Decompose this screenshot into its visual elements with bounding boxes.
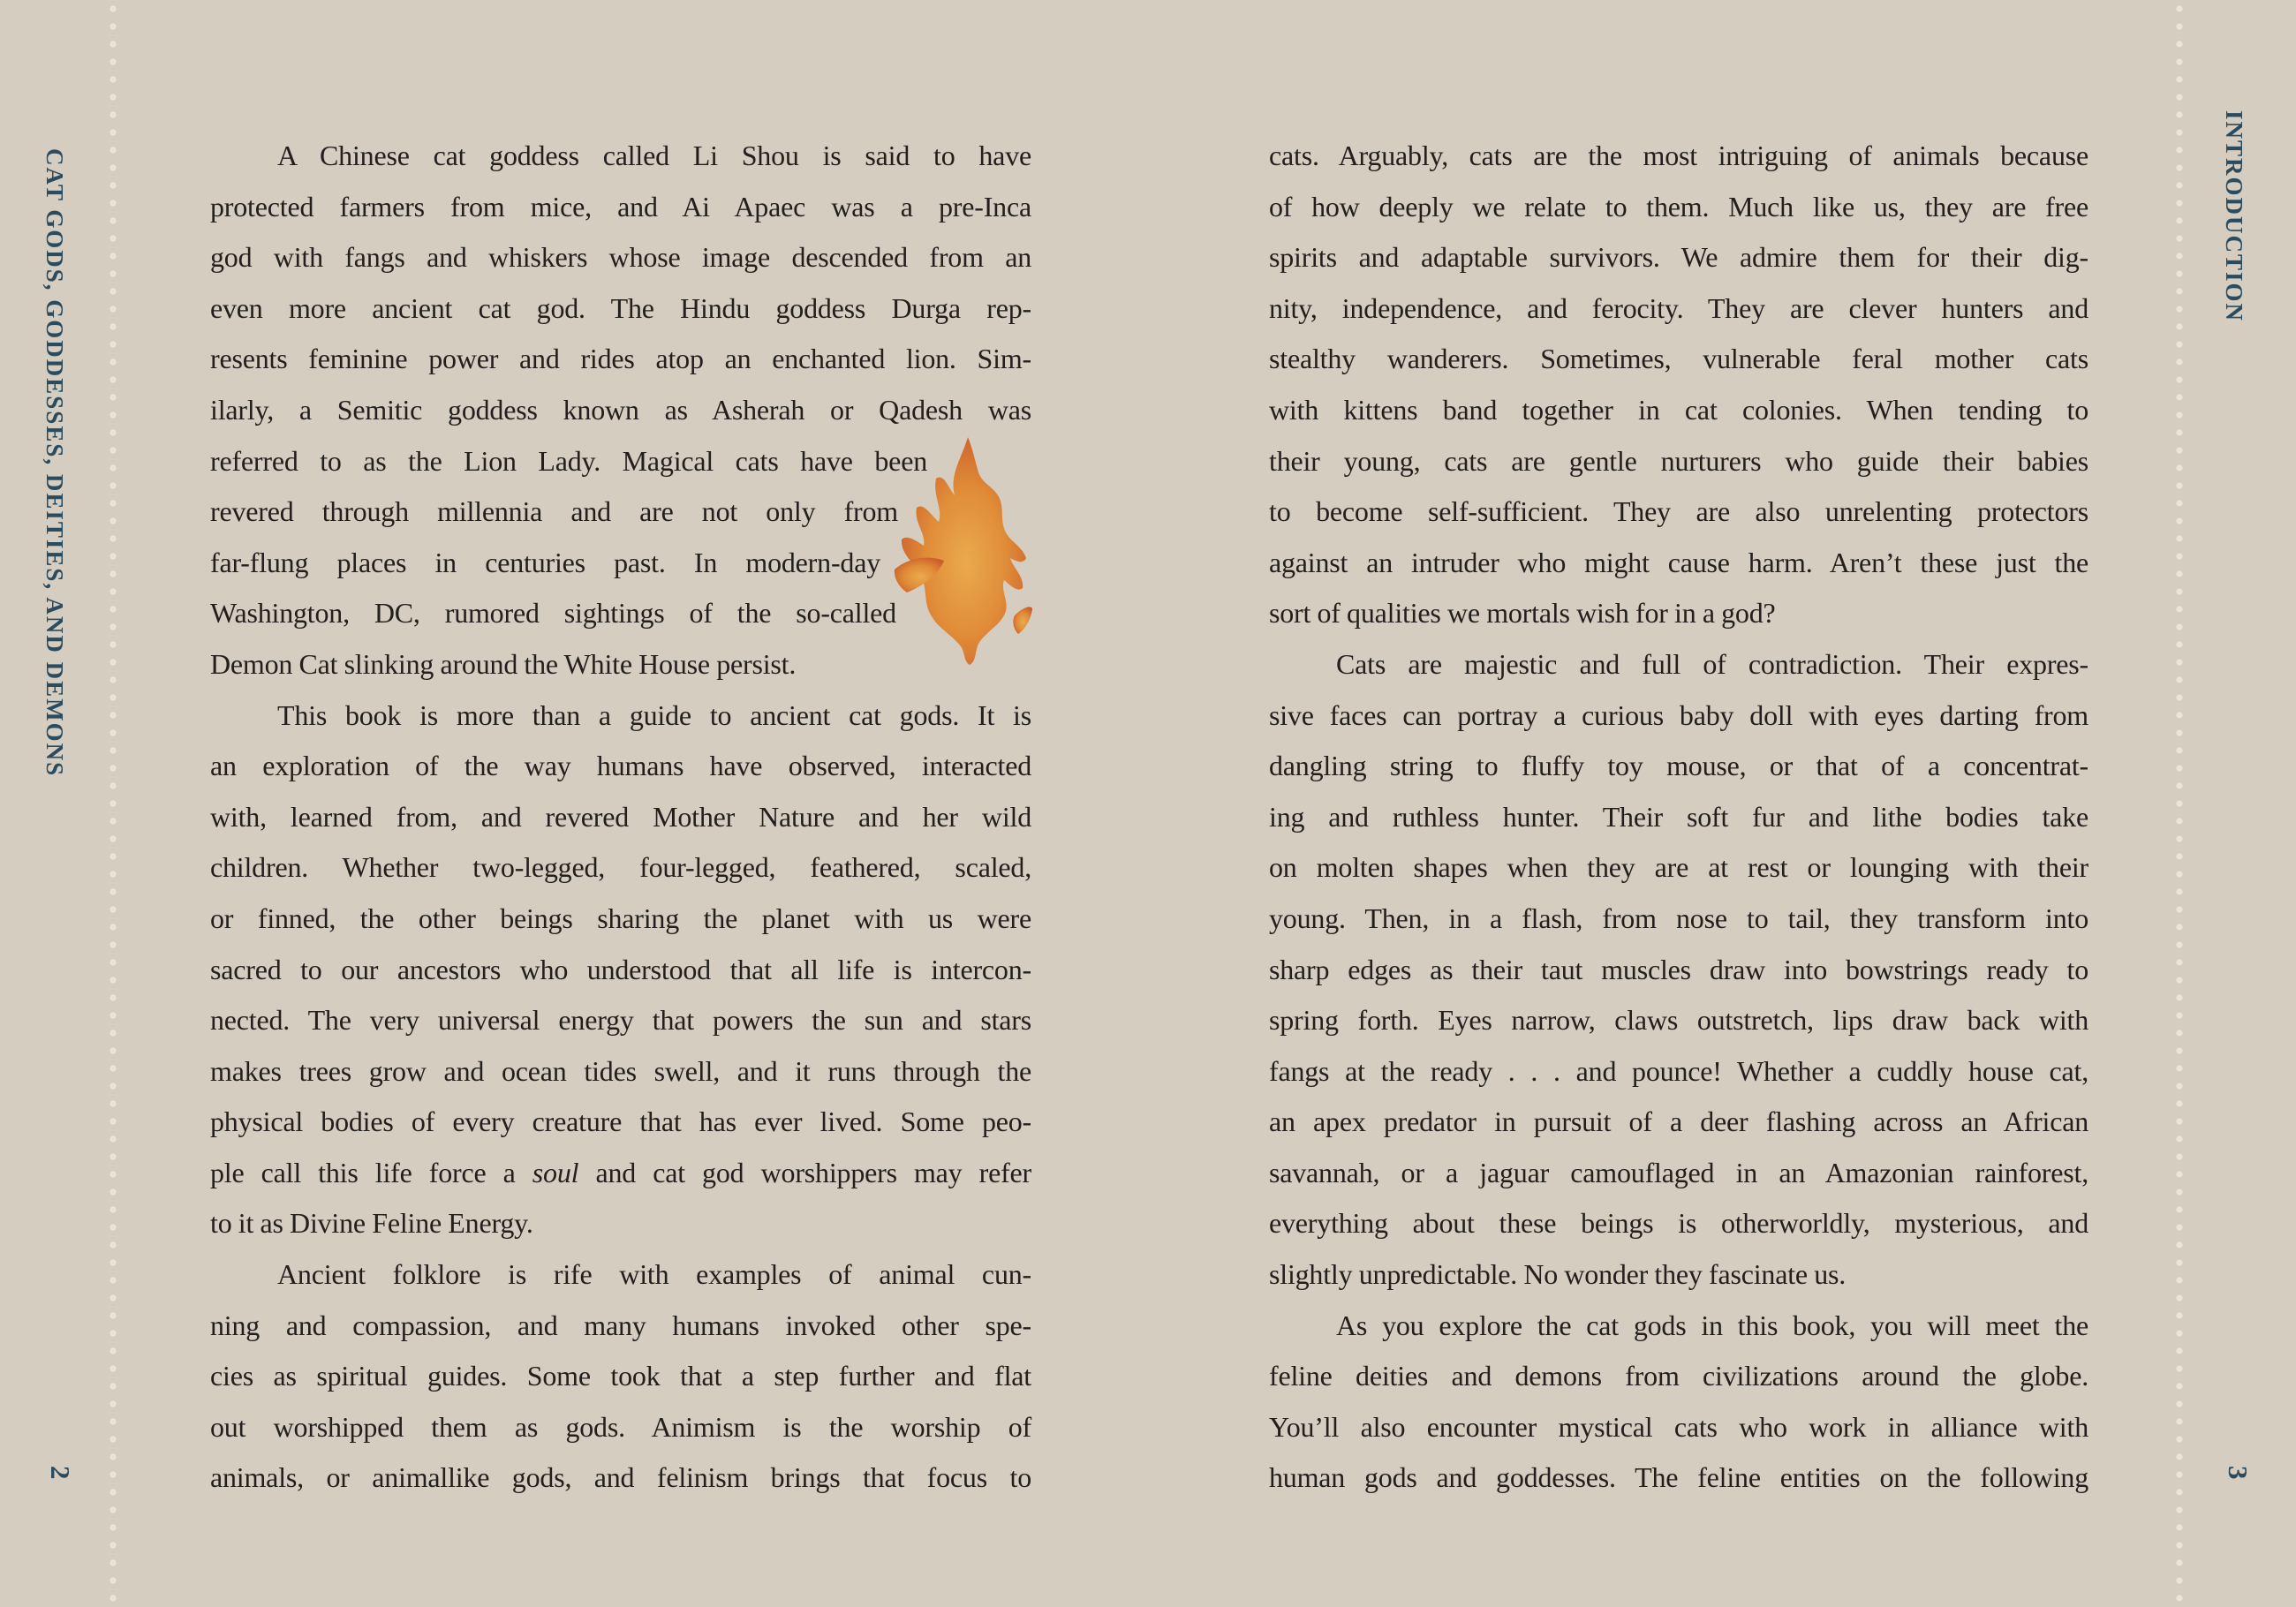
text-line: an exploration of the way humans have observed, interacted — [210, 750, 1031, 782]
text-line: sharp edges as their taut muscles draw into bowstrings ready to — [1269, 953, 2088, 985]
text-line: cies as spiritual guides. Some took that a step further and flat — [210, 1360, 1031, 1392]
text-line: sive faces can portray a curious baby doll with eyes darting from — [1269, 698, 2088, 731]
text-line: human gods and goddesses. The feline entities on the following — [1269, 1461, 2088, 1494]
left-dotted-divider — [110, 0, 117, 1607]
text-line: spring forth. Eyes narrow, claws outstretch, lips draw back with — [1269, 1004, 2088, 1037]
text-line: on molten shapes when they are at rest or lounging with their — [1269, 851, 2088, 884]
text-line: You’ll also encounter mystical cats who work in alliance with — [1269, 1410, 2088, 1443]
text-line: an apex predator in pursuit of a deer flashing across an African — [1269, 1105, 2088, 1138]
flame-illustration — [887, 428, 1038, 675]
text-line: fangs at the ready . . . and pounce! Whether a cuddly house cat, — [1269, 1054, 2088, 1087]
text-line: resents feminine power and rides atop an enchanted lion. Sim- — [210, 343, 1031, 375]
text-line: ple call this life force a soul and cat god worshippers may refer — [210, 1156, 1031, 1188]
right-dotted-divider — [2176, 0, 2183, 1607]
text-line: spirits and adaptable survivors. We admire them for their dig- — [1269, 241, 2088, 274]
text-line: out worshipped them as gods. Animism is the worship of — [210, 1410, 1031, 1443]
text-line: ilarly, a Semitic goddess known as Asherah or Qadesh was — [210, 393, 1031, 426]
text-line: sort of qualities we mortals wish for in a god? — [1269, 597, 1776, 630]
left-margin-vertical-title: CAT GODS, GODDESSES, DEITIES, AND DEMONS — [42, 148, 68, 778]
flame-main-tongue — [902, 437, 1026, 665]
text-line: far-flung places in centuries past. In modern-day — [210, 546, 880, 578]
left-page-text-column — [210, 131, 1031, 1504]
text-line: or finned, the other beings sharing the planet with us were — [210, 902, 1031, 934]
text-line: nity, independence, and ferocity. They are clever hunters and — [1269, 291, 2088, 324]
text-line: stealthy wanderers. Sometimes, vulnerable feral mother cats — [1269, 343, 2088, 375]
text-line: A Chinese cat goddess called Li Shou is said to have — [277, 140, 1031, 171]
text-line: ning and compassion, and many humans invoked other spe- — [210, 1309, 1031, 1341]
flame-spark — [1013, 607, 1032, 634]
text-line: referred to as the Lion Lady. Magical cats have been — [210, 444, 927, 477]
text-line: everything about these beings is otherworldly, mysterious, and — [1269, 1207, 2088, 1240]
text-line: to it as Divine Feline Energy. — [210, 1207, 533, 1240]
text-line: god with fangs and whiskers whose image descended from an — [210, 241, 1031, 274]
text-line: makes trees grow and ocean tides swell, and it runs through the — [210, 1054, 1031, 1087]
text-line: children. Whether two-legged, four-legged, feathered, scaled, — [210, 851, 1031, 884]
text-line: slightly unpredictable. No wonder they fascinate us. — [1269, 1258, 1847, 1291]
text-line: young. Then, in a flash, from nose to tail, they transform into — [1269, 902, 2088, 934]
text-line: sacred to our ancestors who understood that all life is intercon- — [210, 953, 1031, 985]
text-line: Cats are majestic and full of contradiction. Their expres- — [1336, 647, 2088, 680]
text-line: nected. The very universal energy that powers the sun and stars — [210, 1004, 1031, 1037]
right-page-text-column — [1269, 131, 2088, 1504]
text-line: ing and ruthless hunter. Their soft fur and lithe bodies take — [1269, 800, 2088, 833]
text-line: This book is more than a guide to ancient cat gods. It is — [277, 698, 1031, 731]
text-line: even more ancient cat god. The Hindu goddess Durga rep- — [210, 291, 1031, 324]
text-line: As you explore the cat gods in this book, you will meet the — [1336, 1309, 2088, 1341]
text-line: protected farmers from mice, and Ai Apaec was a pre-Inca — [210, 190, 1031, 223]
text-line: with kittens band together in cat colonies. When tending to — [1269, 393, 2088, 426]
text-line: cats. Arguably, cats are the most intriguing of animals because — [1269, 140, 2088, 171]
text-line: with, learned from, and revered Mother Nature and her wild — [210, 800, 1031, 833]
text-line: Ancient folklore is rife with examples of animal cun- — [277, 1258, 1031, 1291]
text-line: their young, cats are gentle nurturers who guide their babies — [1269, 444, 2088, 477]
left-page-number: 2 — [45, 1466, 76, 1480]
text-line: Washington, DC, rumored sightings of the so-called — [210, 597, 896, 630]
text-line: dangling string to fluffy toy mouse, or that of a concentrat- — [1269, 750, 2088, 782]
text-line: physical bodies of every creature that has ever lived. Some peo- — [210, 1105, 1031, 1138]
text-line: feline deities and demons from civilizations around the globe. — [1269, 1360, 2088, 1392]
text-line: to become self-sufficient. They are also unrelenting protectors — [1269, 495, 2088, 528]
text-line: revered through millennia and are not only from — [210, 495, 898, 528]
text-line: Demon Cat slinking around the White House persist. — [210, 647, 797, 680]
text-line: against an intruder who might cause harm. Aren’t these just the — [1269, 546, 2088, 578]
text-line: animals, or animallike gods, and felinism brings that focus to — [210, 1461, 1031, 1494]
text-line: of how deeply we relate to them. Much like us, they are free — [1269, 190, 2088, 223]
right-page-number: 3 — [2223, 1466, 2254, 1480]
text-line: savannah, or a jaguar camouflaged in an Amazonian rainforest, — [1269, 1156, 2088, 1188]
right-margin-vertical-title: INTRODUCTION — [2221, 110, 2247, 323]
